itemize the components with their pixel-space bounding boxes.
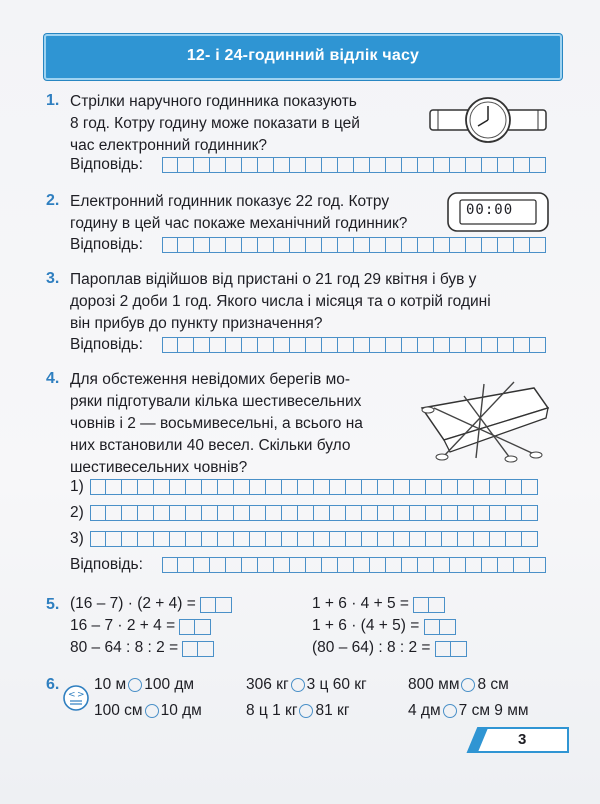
answer-cell[interactable] bbox=[138, 479, 154, 495]
answer-cell[interactable] bbox=[346, 479, 362, 495]
answer-cell[interactable] bbox=[354, 237, 370, 253]
answer-cell[interactable] bbox=[282, 479, 298, 495]
answer-cell[interactable] bbox=[298, 505, 314, 521]
answer-cell[interactable] bbox=[194, 157, 210, 173]
task-2-number: 2. bbox=[46, 192, 60, 209]
page-number: 3 bbox=[518, 731, 527, 748]
answer-cell[interactable] bbox=[234, 479, 250, 495]
task-4-answer-label: Відповідь: bbox=[70, 556, 143, 573]
answer-cell[interactable] bbox=[474, 479, 490, 495]
svg-text:>: > bbox=[77, 690, 85, 700]
answer-cell[interactable] bbox=[354, 337, 370, 353]
answer-cell[interactable] bbox=[442, 531, 458, 547]
answer-cell[interactable] bbox=[370, 337, 386, 353]
task-5-number: 5. bbox=[46, 596, 60, 613]
answer-cell[interactable] bbox=[418, 157, 434, 173]
answer-cell[interactable] bbox=[314, 505, 330, 521]
answer-cell[interactable] bbox=[442, 505, 458, 521]
section-title-bar bbox=[44, 34, 562, 80]
answer-cell[interactable] bbox=[426, 505, 442, 521]
answer-cell[interactable] bbox=[178, 157, 194, 173]
answer-cell[interactable] bbox=[90, 531, 106, 547]
task-1-answer-grid[interactable] bbox=[162, 157, 546, 173]
answer-cell[interactable] bbox=[182, 641, 198, 657]
answer-cell[interactable] bbox=[218, 505, 234, 521]
answer-cell[interactable] bbox=[179, 619, 195, 635]
answer-cell[interactable] bbox=[258, 157, 274, 173]
answer-cells[interactable] bbox=[413, 596, 445, 612]
answer-cell[interactable] bbox=[362, 531, 378, 547]
answer-cell[interactable] bbox=[466, 157, 482, 173]
task-5-expr-right-3: (80 – 64) : 8 : 2 = bbox=[312, 639, 467, 657]
answer-cell[interactable] bbox=[434, 157, 450, 173]
answer-cell[interactable] bbox=[242, 557, 258, 573]
task-5-expr-left-3: 80 – 64 : 8 : 2 = bbox=[70, 639, 214, 657]
answer-cells[interactable] bbox=[179, 618, 211, 634]
answer-cells[interactable] bbox=[200, 596, 232, 612]
answer-cell[interactable] bbox=[418, 237, 434, 253]
answer-cell[interactable] bbox=[410, 505, 426, 521]
answer-cell[interactable] bbox=[442, 479, 458, 495]
answer-cell[interactable] bbox=[274, 557, 290, 573]
answer-cells[interactable] bbox=[424, 618, 456, 634]
answer-cell[interactable] bbox=[474, 505, 490, 521]
answer-cell[interactable] bbox=[429, 597, 445, 613]
page-title: 12- і 24-годинний відлік часу bbox=[186, 47, 420, 64]
answer-cell[interactable] bbox=[226, 337, 242, 353]
answer-cell[interactable] bbox=[426, 531, 442, 547]
answer-cell[interactable] bbox=[274, 337, 290, 353]
answer-cell[interactable] bbox=[370, 157, 386, 173]
answer-cell[interactable] bbox=[282, 531, 298, 547]
answer-cell[interactable] bbox=[234, 505, 250, 521]
answer-cell[interactable] bbox=[178, 557, 194, 573]
answer-cell[interactable] bbox=[195, 619, 211, 635]
answer-cell[interactable] bbox=[266, 479, 282, 495]
answer-cell[interactable] bbox=[451, 641, 467, 657]
rowboat-icon bbox=[414, 378, 554, 464]
answer-cell[interactable] bbox=[458, 505, 474, 521]
answer-cell[interactable] bbox=[298, 479, 314, 495]
task-4-number: 4. bbox=[46, 370, 60, 387]
task-2-answer-grid[interactable] bbox=[162, 237, 546, 253]
answer-cell[interactable] bbox=[418, 337, 434, 353]
answer-cell[interactable] bbox=[266, 505, 282, 521]
answer-cell[interactable] bbox=[290, 237, 306, 253]
answer-cell[interactable] bbox=[290, 157, 306, 173]
answer-cell[interactable] bbox=[178, 237, 194, 253]
compare-r2-c1: 100 см 10 дм bbox=[94, 702, 202, 719]
answer-cell[interactable] bbox=[506, 479, 522, 495]
answer-cell[interactable] bbox=[426, 479, 442, 495]
answer-cell[interactable] bbox=[186, 531, 202, 547]
task-1-text: Стрілки наручного годинника показують 8 год. Котру годину може показати в цей час електронний годинник? bbox=[70, 93, 360, 154]
task-4-step-1-label: 1) bbox=[70, 478, 84, 495]
svg-text:<: < bbox=[68, 690, 76, 700]
answer-cell[interactable] bbox=[402, 237, 418, 253]
answer-cell[interactable] bbox=[226, 157, 242, 173]
answer-cell[interactable] bbox=[370, 557, 386, 573]
answer-cell[interactable] bbox=[458, 479, 474, 495]
answer-cell[interactable] bbox=[274, 237, 290, 253]
answer-cells[interactable] bbox=[182, 640, 214, 656]
answer-cell[interactable] bbox=[386, 157, 402, 173]
answer-cell[interactable] bbox=[290, 337, 306, 353]
answer-cell[interactable] bbox=[250, 531, 266, 547]
task-6-number: 6. bbox=[46, 676, 60, 693]
task-4-step-1-grid[interactable] bbox=[90, 479, 538, 495]
answer-cell[interactable] bbox=[522, 531, 538, 547]
answer-cell[interactable] bbox=[194, 237, 210, 253]
compare-r1-c1: 10 м 100 дм bbox=[94, 676, 195, 693]
answer-cell[interactable] bbox=[450, 237, 466, 253]
answer-cell[interactable] bbox=[450, 157, 466, 173]
answer-cell[interactable] bbox=[490, 505, 506, 521]
task-4-text: Для обстеження невідомих берегів мо- ряки підготували кілька шестивесельних човнів і 2 — восьмивесельні, а всього на них встановили 40 весел. Скільки було шестивесельних човнів? bbox=[70, 371, 363, 476]
answer-cell[interactable] bbox=[466, 237, 482, 253]
answer-cell[interactable] bbox=[194, 337, 210, 353]
compare-r2-c3: 4 дм 7 см 9 мм bbox=[408, 702, 529, 719]
answer-cell[interactable] bbox=[530, 157, 546, 173]
answer-cell[interactable] bbox=[306, 237, 322, 253]
answer-cell[interactable] bbox=[530, 237, 546, 253]
answer-cell[interactable] bbox=[434, 237, 450, 253]
answer-cell[interactable] bbox=[242, 237, 258, 253]
answer-cell[interactable] bbox=[106, 531, 122, 547]
answer-cell[interactable] bbox=[202, 479, 218, 495]
answer-cell[interactable] bbox=[450, 557, 466, 573]
answer-cell[interactable] bbox=[186, 505, 202, 521]
answer-cell[interactable] bbox=[258, 557, 274, 573]
answer-cell[interactable] bbox=[394, 505, 410, 521]
answer-cell[interactable] bbox=[306, 337, 322, 353]
answer-cell[interactable] bbox=[338, 237, 354, 253]
answer-cell[interactable] bbox=[290, 557, 306, 573]
answer-cell[interactable] bbox=[498, 337, 514, 353]
answer-cell[interactable] bbox=[410, 479, 426, 495]
answer-cell[interactable] bbox=[186, 479, 202, 495]
answer-cell[interactable] bbox=[216, 597, 232, 613]
answer-cell[interactable] bbox=[210, 237, 226, 253]
answer-cell[interactable] bbox=[424, 619, 440, 635]
answer-cell[interactable] bbox=[194, 557, 210, 573]
answer-cell[interactable] bbox=[458, 531, 474, 547]
task-4-answer-grid[interactable] bbox=[162, 557, 546, 573]
answer-cell[interactable] bbox=[386, 237, 402, 253]
answer-cell[interactable] bbox=[338, 337, 354, 353]
answer-cell[interactable] bbox=[330, 479, 346, 495]
answer-cell[interactable] bbox=[198, 641, 214, 657]
compare-circle[interactable] bbox=[299, 704, 313, 718]
task-5-expr-right-1: 1 + 6 · 4 + 5 = bbox=[312, 595, 445, 613]
answer-cell[interactable] bbox=[282, 505, 298, 521]
answer-cell[interactable] bbox=[234, 531, 250, 547]
answer-cell[interactable] bbox=[378, 531, 394, 547]
answer-cell[interactable] bbox=[450, 337, 466, 353]
answer-cell[interactable] bbox=[322, 337, 338, 353]
answer-cell[interactable] bbox=[498, 157, 514, 173]
answer-cell[interactable] bbox=[330, 505, 346, 521]
answer-cell[interactable] bbox=[498, 237, 514, 253]
answer-cell[interactable] bbox=[298, 531, 314, 547]
answer-cell[interactable] bbox=[346, 505, 362, 521]
answer-cell[interactable] bbox=[434, 557, 450, 573]
answer-cell[interactable] bbox=[506, 531, 522, 547]
compare-r1-c2: 306 кг 3 ц 60 кг bbox=[246, 676, 367, 693]
task-4-step-2-label: 2) bbox=[70, 504, 84, 521]
answer-cell[interactable] bbox=[138, 531, 154, 547]
answer-cell[interactable] bbox=[530, 557, 546, 573]
answer-cell[interactable] bbox=[498, 557, 514, 573]
task-3-text: Пароплав відійшов від пристані о 21 год 29 квітня і був у дорозі 2 доби 1 год. Якого числа і місяця та о котрій годині він прибув до пункту призначення? bbox=[70, 271, 491, 332]
answer-cell[interactable] bbox=[394, 479, 410, 495]
task-3-answer-label: Відповідь: bbox=[70, 336, 143, 353]
answer-cell[interactable] bbox=[522, 505, 538, 521]
answer-cell[interactable] bbox=[440, 619, 456, 635]
answer-cell[interactable] bbox=[106, 505, 122, 521]
answer-cell[interactable] bbox=[474, 531, 490, 547]
answer-cell[interactable] bbox=[435, 641, 451, 657]
answer-cell[interactable] bbox=[378, 505, 394, 521]
answer-cell[interactable] bbox=[210, 157, 226, 173]
answer-cell[interactable] bbox=[242, 337, 258, 353]
task-5-expr-right-2: 1 + 6 · (4 + 5) = bbox=[312, 617, 456, 635]
answer-cell[interactable] bbox=[162, 237, 178, 253]
answer-cell[interactable] bbox=[386, 337, 402, 353]
answer-cell[interactable] bbox=[210, 337, 226, 353]
answer-cell[interactable] bbox=[154, 505, 170, 521]
answer-cell[interactable] bbox=[218, 479, 234, 495]
answer-cell[interactable] bbox=[354, 157, 370, 173]
answer-cell[interactable] bbox=[154, 531, 170, 547]
answer-cell[interactable] bbox=[402, 157, 418, 173]
answer-cell[interactable] bbox=[162, 557, 178, 573]
answer-cell[interactable] bbox=[490, 479, 506, 495]
compare-circle[interactable] bbox=[443, 704, 457, 718]
answer-cell[interactable] bbox=[514, 237, 530, 253]
task-3-answer-grid[interactable] bbox=[162, 337, 546, 353]
answer-cell[interactable] bbox=[210, 557, 226, 573]
compare-circle[interactable] bbox=[145, 704, 159, 718]
answer-cell[interactable] bbox=[394, 531, 410, 547]
answer-cell[interactable] bbox=[250, 505, 266, 521]
task-4-step-3-grid[interactable] bbox=[90, 531, 538, 547]
answer-cell[interactable] bbox=[170, 531, 186, 547]
answer-cell[interactable] bbox=[514, 557, 530, 573]
answer-cell[interactable] bbox=[274, 157, 290, 173]
answer-cell[interactable] bbox=[482, 557, 498, 573]
task-2-text: Електронний годинник показує 22 год. Котру годину в цей час покаже механічний годинник? bbox=[70, 193, 408, 232]
answer-cell[interactable] bbox=[218, 531, 234, 547]
answer-cell[interactable] bbox=[306, 557, 322, 573]
answer-cell[interactable] bbox=[90, 479, 106, 495]
answer-cell[interactable] bbox=[170, 505, 186, 521]
answer-cell[interactable] bbox=[370, 237, 386, 253]
answer-cell[interactable] bbox=[202, 531, 218, 547]
answer-cell[interactable] bbox=[162, 157, 178, 173]
answer-cell[interactable] bbox=[530, 337, 546, 353]
answer-cell[interactable] bbox=[322, 557, 338, 573]
answer-cell[interactable] bbox=[122, 479, 138, 495]
answer-cell[interactable] bbox=[362, 479, 378, 495]
answer-cell[interactable] bbox=[314, 479, 330, 495]
wristwatch-icon bbox=[428, 96, 548, 144]
answer-cell[interactable] bbox=[162, 337, 178, 353]
answer-cell[interactable] bbox=[178, 337, 194, 353]
answer-cell[interactable] bbox=[330, 531, 346, 547]
answer-cell[interactable] bbox=[482, 237, 498, 253]
answer-cell[interactable] bbox=[90, 505, 106, 521]
answer-cell[interactable] bbox=[410, 531, 426, 547]
answer-cell[interactable] bbox=[434, 337, 450, 353]
answer-cell[interactable] bbox=[418, 557, 434, 573]
answer-cell[interactable] bbox=[514, 337, 530, 353]
answer-cell[interactable] bbox=[258, 337, 274, 353]
task-3-number: 3. bbox=[46, 270, 60, 287]
task-5-expr-left-1: (16 – 7) · (2 + 4) = bbox=[70, 595, 232, 613]
answer-cell[interactable] bbox=[106, 479, 122, 495]
answer-cell[interactable] bbox=[354, 557, 370, 573]
answer-cell[interactable] bbox=[338, 157, 354, 173]
task-1-answer-label: Відповідь: bbox=[70, 156, 143, 173]
answer-cell[interactable] bbox=[338, 557, 354, 573]
answer-cells[interactable] bbox=[435, 640, 467, 656]
answer-cell[interactable] bbox=[402, 557, 418, 573]
answer-cell[interactable] bbox=[362, 505, 378, 521]
answer-cell[interactable] bbox=[514, 157, 530, 173]
answer-cell[interactable] bbox=[306, 157, 322, 173]
answer-cell[interactable] bbox=[154, 479, 170, 495]
answer-cell[interactable] bbox=[226, 557, 242, 573]
answer-cell[interactable] bbox=[226, 237, 242, 253]
task-4-step-2-grid[interactable] bbox=[90, 505, 538, 521]
answer-cell[interactable] bbox=[122, 505, 138, 521]
answer-cell[interactable] bbox=[138, 505, 154, 521]
task-1-number: 1. bbox=[46, 92, 60, 109]
answer-cell[interactable] bbox=[200, 597, 216, 613]
clock-display: 00:00 bbox=[466, 202, 514, 218]
task-5-expr-left-2: 16 – 7 · 2 + 4 = bbox=[70, 617, 211, 635]
task-2-answer-label: Відповідь: bbox=[70, 236, 143, 253]
answer-cell[interactable] bbox=[466, 337, 482, 353]
answer-cell[interactable] bbox=[482, 157, 498, 173]
answer-cell[interactable] bbox=[378, 479, 394, 495]
compare-circle[interactable] bbox=[291, 678, 305, 692]
answer-cell[interactable] bbox=[322, 237, 338, 253]
answer-cell[interactable] bbox=[122, 531, 138, 547]
answer-cell[interactable] bbox=[250, 479, 266, 495]
compare-r1-c3: 800 мм 8 см bbox=[408, 676, 509, 693]
answer-cell[interactable] bbox=[314, 531, 330, 547]
answer-cell[interactable] bbox=[402, 337, 418, 353]
compare-circle[interactable] bbox=[128, 678, 142, 692]
answer-cell[interactable] bbox=[322, 157, 338, 173]
task-4-step-3-label: 3) bbox=[70, 530, 84, 547]
answer-cell[interactable] bbox=[386, 557, 402, 573]
compare-r2-c2: 8 ц 1 кг 81 кг bbox=[246, 702, 350, 719]
answer-cell[interactable] bbox=[266, 531, 282, 547]
answer-cell[interactable] bbox=[466, 557, 482, 573]
answer-cell[interactable] bbox=[242, 157, 258, 173]
answer-cell[interactable] bbox=[170, 479, 186, 495]
answer-cell[interactable] bbox=[490, 531, 506, 547]
answer-cell[interactable] bbox=[506, 505, 522, 521]
compare-signs-icon bbox=[62, 684, 90, 712]
compare-circle[interactable] bbox=[461, 678, 475, 692]
answer-cell[interactable] bbox=[482, 337, 498, 353]
answer-cell[interactable] bbox=[346, 531, 362, 547]
answer-cell[interactable] bbox=[258, 237, 274, 253]
answer-cell[interactable] bbox=[202, 505, 218, 521]
answer-cell[interactable] bbox=[413, 597, 429, 613]
answer-cell[interactable] bbox=[522, 479, 538, 495]
